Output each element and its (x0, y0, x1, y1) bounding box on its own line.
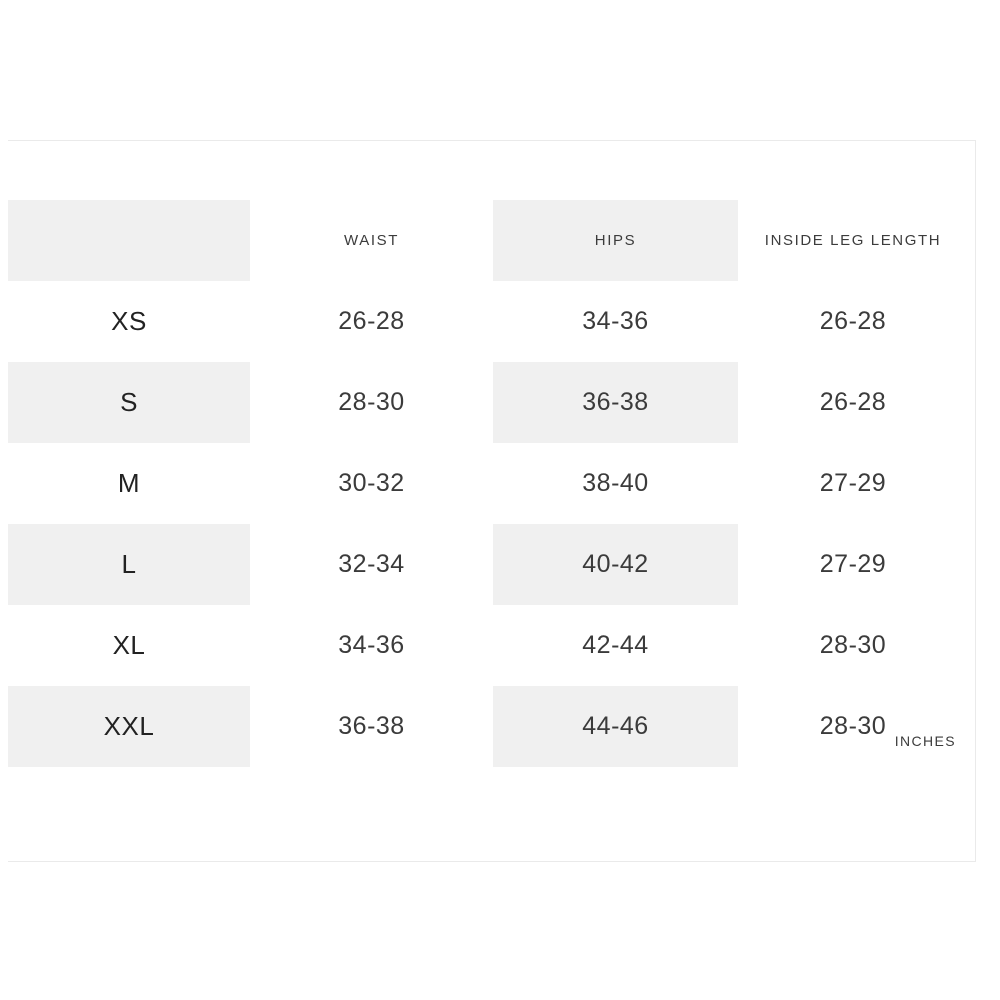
cell-waist: 34-36 (338, 631, 405, 659)
cell-inside-leg: 28-30 (819, 631, 887, 659)
cell-waist: 26-28 (338, 307, 405, 335)
cell-hips: 40-42 (493, 524, 738, 605)
cell-size: XXL (8, 686, 250, 767)
header-inside-leg-length: INSIDE LEG LENGTH (764, 232, 942, 249)
cell-size: XL (112, 630, 146, 660)
cell-inside-leg: 27-29 (819, 469, 887, 497)
cell-waist: 30-32 (338, 469, 405, 497)
size-table-container (8, 200, 968, 767)
table-row (8, 524, 968, 605)
table-row (8, 443, 968, 524)
header-hips: HIPS (493, 200, 738, 281)
cell-hips: 34-36 (582, 307, 649, 335)
cell-hips: 44-46 (493, 686, 738, 767)
cell-waist: 36-38 (338, 712, 405, 740)
table-row (8, 686, 968, 767)
cell-waist: 32-34 (338, 550, 405, 578)
header-size (8, 200, 250, 281)
table-header-row (8, 200, 968, 281)
cell-waist: 28-30 (338, 388, 405, 416)
cell-size: XS (111, 306, 147, 336)
cell-size: S (8, 362, 250, 443)
table-row (8, 281, 968, 362)
header-waist: WAIST (344, 232, 399, 249)
cell-inside-leg: 26-28 (819, 388, 887, 416)
cell-size: M (117, 468, 141, 498)
cell-inside-leg: 27-29 (819, 550, 887, 578)
cell-size: L (8, 524, 250, 605)
table-header (8, 200, 968, 281)
table-row (8, 605, 968, 686)
units-note: INCHES (894, 733, 956, 749)
size-chart-table (8, 200, 968, 767)
cell-hips: 42-44 (582, 631, 649, 659)
cell-hips: 38-40 (582, 469, 649, 497)
table-row (8, 362, 968, 443)
cell-hips: 36-38 (493, 362, 738, 443)
cell-inside-leg: 26-28 (819, 307, 887, 335)
cell-inside-leg: 28-30 (819, 712, 887, 740)
table-body (8, 281, 968, 767)
